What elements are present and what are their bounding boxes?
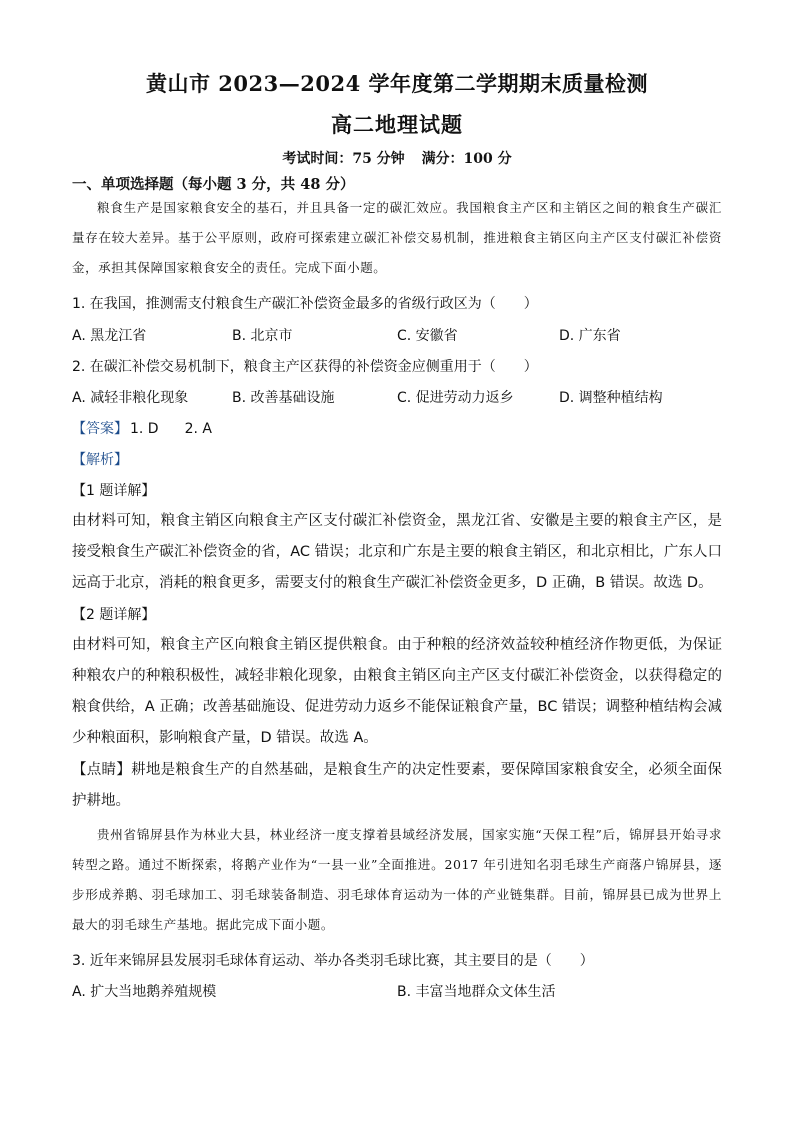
question-2-option-c: C. 促进劳动力返乡 [397,390,514,406]
question-2-options [72,387,722,409]
note-block [72,755,722,817]
material-passage-2: 贵州省锦屏县作为林业大县，林业经济一度支撑着县域经济发展，国家实施“天保工程”后，锦屏县开始寻求转型之路。通过不断探索，将鹅产业作为“一县一业”全面推进。2017 年引进知名羽毛球生产商落户锦屏县，逐步形成养鹅、羽毛球加工、羽毛球装备制造、羽毛球体育运动为一体的产业链集群。目前，锦屏县已成为世界上最大的羽毛球生产基地。据此完成下面小题。 [72,827,722,932]
question-2-option-a: A. 减轻非粮化现象 [72,390,189,406]
answer-line [72,418,238,438]
answer-label: 【答案】 [72,421,128,437]
note-label: 【点睛】 [72,762,132,778]
question-1-option-b: B. 北京市 [232,328,293,344]
question-1-options [72,325,722,347]
question-1-option-c: C. 安徽省 [397,328,458,344]
analysis-label: 【解析】 [72,452,128,468]
question-1-option-d: D. 广东省 [559,328,621,344]
answer-2: 2. A [184,421,212,437]
detail-1-text: 由材料可知，粮食主销区向粮食主产区支付碳汇补偿资金，黑龙江省、安徽是主要的粮食主产区，是接受粮食生产碳汇补偿资金的省，AC 错误；北京和广东是主要的粮食主销区，和北京相比，广东人口远高于北京，消耗的粮食更多，需要支付的粮食生产碳汇补偿资金更多，D 正确，B 错误。故选 D。 [72,513,722,591]
question-1-option-a: A. 黑龙江省 [72,328,147,344]
question-3-stem: 3. 近年来锦屏县发展羽毛球体育运动、举办各类羽毛球比赛，其主要目的是（ ） [72,953,594,969]
question-2-stem: 2. 在碳汇补偿交易机制下，粮食主产区获得的补偿资金应侧重用于（ ） [72,359,538,375]
exam-info [0,148,794,168]
material-passage-1: 粮食生产是国家粮食安全的基石，并且具备一定的碳汇效应。我国粮食主产区和主销区之间的粮食生产碳汇量存在较大差异。基于公平原则，政府可探索建立碳汇补偿交易机制，推进粮食主销区向主产区支付碳汇补偿资金，承担其保障国家粮食安全的责任。完成下面小题。 [72,200,722,275]
detail-1-label: 【1 题详解】 [72,483,156,499]
answer-1: 1. D [130,421,159,437]
question-2-option-d: D. 调整种植结构 [559,390,663,406]
question-3-option-a: A. 扩大当地鹅养殖规模 [72,984,217,1000]
detail-2-text: 由材料可知，粮食主产区向粮食主销区提供粮食。由于种粮的经济效益较种植经济作物更低，为保证种粮农户的种粮积极性，减轻非粮化现象，由粮食主销区向主产区支付碳汇补偿资金，以获得稳定的粮食供给，A 正确；改善基础施设、促进劳动力返乡不能保证粮食产量，BC 错误；调整种植结构会减少种粮面积，影响粮食产量，D 错误。故选 A。 [72,637,722,746]
question-3-option-b: B. 丰富当地群众文体生活 [397,984,556,1000]
exam-score: 满分：100 分 [421,151,512,167]
question-2-option-b: B. 改善基础设施 [232,390,335,406]
question-1-stem: 1. 在我国，推测需支付粮食生产碳汇补偿资金最多的省级行政区为（ ） [72,296,538,312]
page-subtitle: 高二地理试题 [331,112,463,137]
section-heading: 一、单项选择题（每小题 3 分，共 48 分） [72,176,355,193]
page-title: 黄山市 2023—2024 学年度第二学期期末质量检测 [145,71,648,96]
note-text: 耕地是粮食生产的自然基础，是粮食生产的决定性要素，要保障国家粮食安全，必须全面保护耕地。 [72,762,723,809]
exam-time: 考试时间：75 分钟 [282,151,405,167]
detail-2-label: 【2 题详解】 [72,607,156,623]
question-3-options [72,981,722,1003]
